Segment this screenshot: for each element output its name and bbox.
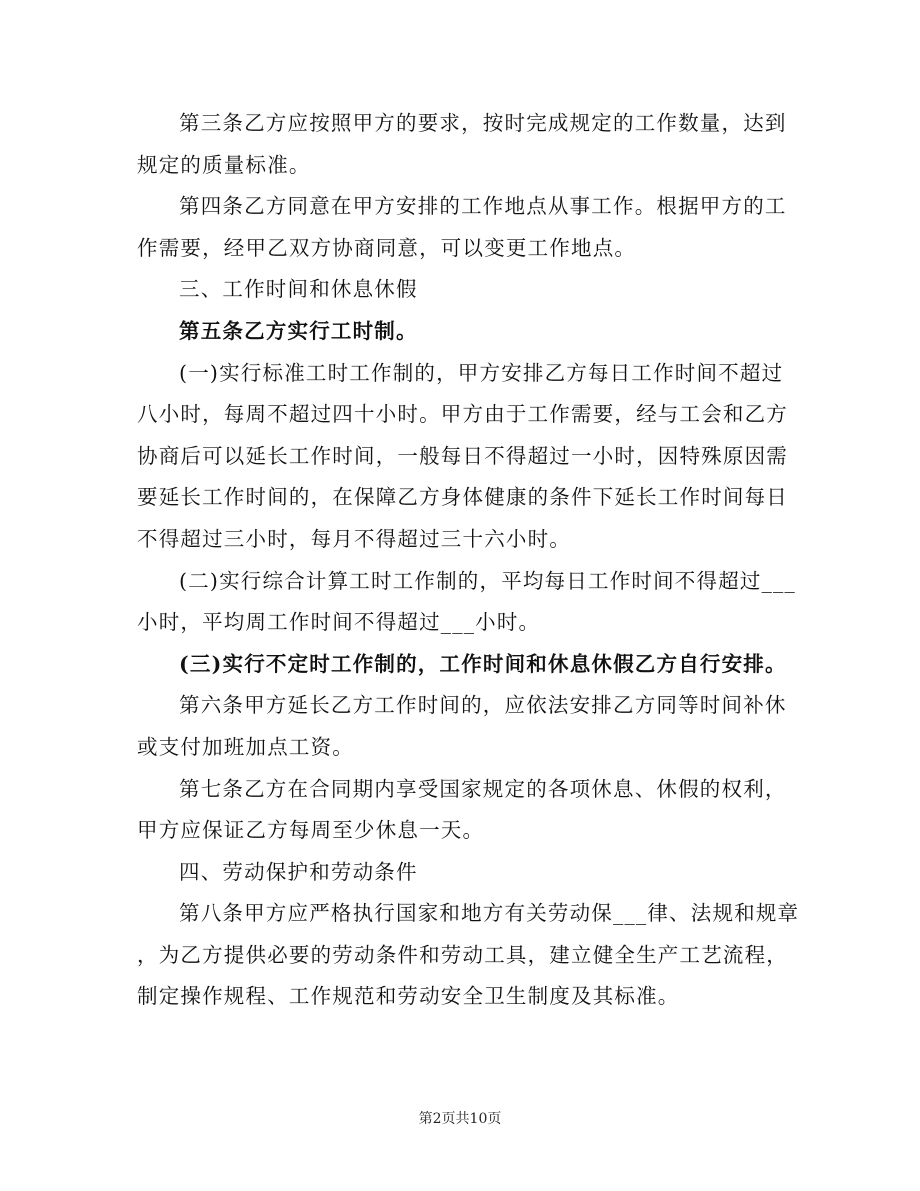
clause-8-line-2: ，为乙方提供必要的劳动条件和劳动工具，建立健全生产工艺流程，	[137, 942, 788, 967]
clause-7-line-2: 甲方应保证乙方每周至少休息一天。	[137, 818, 485, 843]
clause-4-line-1: 第四条乙方同意在甲方安排的工作地点从事工作。根据甲方的工	[179, 194, 787, 219]
clause-6-line-2: 或支付加班加点工资。	[137, 734, 354, 759]
clause-5-item-2-line-1: (二)实行综合计算工时工作制的，平均每日工作时间不得超过___	[179, 568, 796, 593]
clause-3-line-1: 第三条乙方应按照甲方的要求，按时完成规定的工作数量，达到	[179, 111, 787, 135]
clause-6-line-1: 第六条甲方延长乙方工作时间的，应依法安排乙方同等时间补休	[179, 693, 787, 718]
page-number-footer: 第2页共10页	[418, 1111, 502, 1127]
clause-5-item-2-line-2: 小时，平均周工作时间不得超过___小时。	[137, 610, 541, 635]
clause-3-line-2: 规定的质量标准。	[137, 152, 311, 177]
clause-4-line-2: 作需要，经甲乙双方协商同意，可以变更工作地点。	[137, 235, 637, 260]
clause-8-line-3: 制定操作规程、工作规范和劳动安全卫生制度及其标准。	[137, 984, 680, 1009]
clause-5-item-1-line-1: (一)实行标准工时工作制的，甲方安排乙方每日工作时间不超过	[179, 360, 784, 385]
clause-5-item-1-line-4: 要延长工作时间的，在保障乙方身体健康的条件下延长工作时间每日	[137, 485, 788, 510]
section-heading-labor-protection: 四、劳动保护和劳动条件	[179, 859, 418, 884]
clause-5-item-1-line-5: 不得超过三小时，每月不得超过三十六小时。	[137, 526, 571, 551]
clause-5-item-1-line-2: 八小时，每周不超过四十小时。甲方由于工作需要，经与工会和乙方	[137, 402, 788, 427]
clause-5-item-1-line-3: 协商后可以延长工作时间，一般每日不得超过一小时，因特殊原因需	[137, 443, 788, 468]
section-heading-working-hours: 三、工作时间和休息休假	[179, 277, 418, 302]
clause-7-line-1: 第七条乙方在合同期内享受国家规定的各项休息、休假的权利，	[179, 776, 787, 801]
document-body	[137, 103, 800, 1018]
clause-5-item-3: (三)实行不定时工作制的，工作时间和休息休假乙方自行安排。	[179, 651, 787, 676]
clause-5-heading: 第五条乙方实行工时制。	[179, 318, 418, 343]
clause-8-line-1: 第八条甲方应严格执行国家和地方有关劳动保___律、法规和规章	[179, 901, 800, 926]
